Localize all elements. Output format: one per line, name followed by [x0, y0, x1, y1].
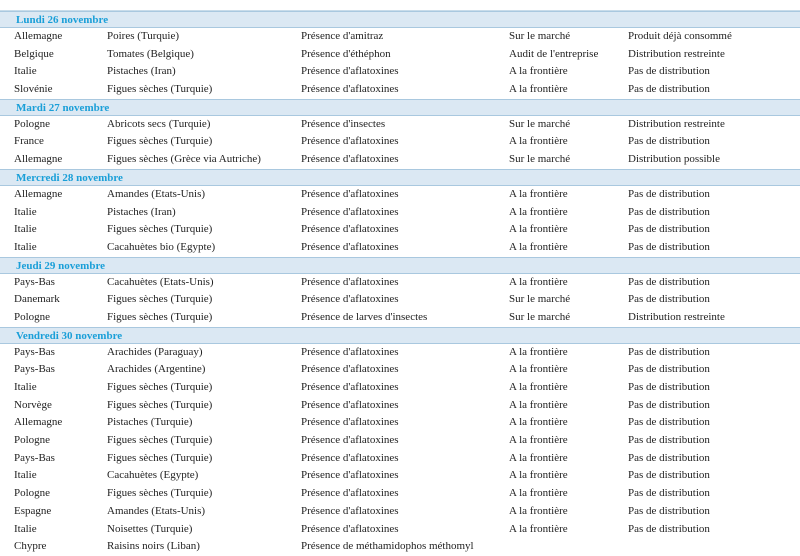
- cropped-header-strip: [0, 0, 800, 11]
- country-cell: Pologne: [14, 117, 51, 130]
- country-cell: Allemagne: [14, 30, 63, 42]
- product-cell: Figues sèches (Turquie): [107, 135, 213, 148]
- alerts-table: [0, 11, 800, 556]
- measure-cell: Pas de distribution: [628, 363, 710, 376]
- location-cell: A la frontière: [509, 469, 568, 482]
- issue-cell: Présence d'aflatoxines: [301, 363, 399, 376]
- country-cell: Danemark: [14, 293, 60, 306]
- measure-cell: Distribution restreinte: [628, 47, 725, 60]
- product-cell: Figues sèches (Turquie): [107, 310, 213, 323]
- issue-cell: Présence d'aflatoxines: [301, 345, 399, 358]
- measure-cell: Pas de distribution: [628, 345, 710, 358]
- issue-cell: Présence d'aflatoxines: [301, 65, 399, 78]
- product-cell: Figues sèches (Turquie): [107, 83, 213, 96]
- country-cell: Pologne: [14, 434, 51, 447]
- issue-cell: Présence d'aflatoxines: [301, 416, 399, 429]
- product-cell: Poires (Turquie): [107, 30, 180, 42]
- table-row: [0, 309, 800, 327]
- issue-cell: Présence d'aflatoxines: [301, 187, 399, 200]
- issue-cell: Présence d'aflatoxines: [301, 451, 399, 464]
- measure-cell: Distribution possible: [628, 153, 720, 166]
- day-header: Mercredi 28 novembre: [0, 169, 800, 186]
- product-cell: Pistaches (Turquie): [107, 416, 193, 429]
- measure-cell: Pas de distribution: [628, 434, 710, 447]
- location-cell: A la frontière: [509, 504, 568, 517]
- measure-cell: Pas de distribution: [628, 398, 710, 411]
- table-row: [0, 133, 800, 151]
- day-header: Lundi 26 novembre: [0, 11, 800, 28]
- table-row: [0, 28, 800, 46]
- product-cell: Figues sèches (Turquie): [107, 381, 213, 393]
- table-row: [0, 204, 800, 222]
- table-row: [0, 291, 800, 309]
- country-cell: Pologne: [14, 310, 51, 323]
- table-row: [0, 239, 800, 257]
- location-cell: A la frontière: [509, 381, 568, 393]
- location-cell: A la frontière: [509, 65, 568, 78]
- country-cell: Allemagne: [14, 187, 63, 200]
- product-cell: Noisettes (Turquie): [107, 522, 193, 535]
- measure-cell: Pas de distribution: [628, 416, 710, 429]
- table-row: [0, 221, 800, 239]
- country-cell: Italie: [14, 65, 37, 78]
- location-cell: A la frontière: [509, 83, 568, 96]
- location-cell: Sur le marché: [509, 293, 571, 306]
- table-row: [0, 467, 800, 485]
- product-cell: Figues sèches (Grèce via Autriche): [107, 153, 261, 166]
- location-cell: A la frontière: [509, 363, 568, 376]
- product-cell: Tomates (Belgique): [107, 47, 194, 60]
- measure-cell: Pas de distribution: [628, 381, 710, 393]
- measure-cell: Pas de distribution: [628, 469, 710, 482]
- location-cell: A la frontière: [509, 522, 568, 535]
- product-cell: Raisins noirs (Liban): [107, 540, 200, 553]
- table-row: [0, 485, 800, 503]
- measure-cell: Pas de distribution: [628, 223, 710, 236]
- issue-cell: Présence d'aflatoxines: [301, 522, 399, 535]
- issue-cell: Présence d'aflatoxines: [301, 293, 399, 306]
- table-row: [0, 151, 800, 169]
- table-row: [0, 46, 800, 64]
- issue-cell: Présence d'aflatoxines: [301, 240, 399, 253]
- day-header: Vendredi 30 novembre: [0, 327, 800, 344]
- location-cell: Sur le marché: [509, 117, 571, 130]
- table-row: [0, 432, 800, 450]
- table-row: [0, 521, 800, 539]
- measure-cell: Produit déjà consommé: [628, 30, 732, 42]
- measure-cell: Pas de distribution: [628, 522, 710, 535]
- product-cell: Cacahuètes (Etats-Unis): [107, 275, 214, 288]
- country-cell: Italie: [14, 469, 37, 482]
- issue-cell: Présence d'aflatoxines: [301, 469, 399, 482]
- measure-cell: Distribution restreinte: [628, 117, 725, 130]
- product-cell: Figues sèches (Turquie): [107, 451, 213, 464]
- issue-cell: Présence d'amitraz: [301, 30, 384, 42]
- measure-cell: Distribution restreinte: [628, 310, 725, 323]
- issue-cell: Présence d'aflatoxines: [301, 398, 399, 411]
- product-cell: Cacahuètes bio (Egypte): [107, 240, 216, 253]
- issue-cell: Présence d'aflatoxines: [301, 504, 399, 517]
- measure-cell: Pas de distribution: [628, 187, 710, 200]
- country-cell: Pays-Bas: [14, 345, 55, 358]
- product-cell: Amandes (Etats-Unis): [107, 187, 206, 200]
- measure-cell: Pas de distribution: [628, 83, 710, 96]
- measure-cell: Pas de distribution: [628, 135, 710, 148]
- issue-cell: Présence d'insectes: [301, 117, 386, 130]
- country-cell: Italie: [14, 240, 37, 253]
- table-row: [0, 397, 800, 415]
- measure-cell: Pas de distribution: [628, 65, 710, 78]
- product-cell: Figues sèches (Turquie): [107, 293, 213, 306]
- day-header: Mardi 27 novembre: [0, 99, 800, 116]
- location-cell: A la frontière: [509, 135, 568, 148]
- measure-cell: Pas de distribution: [628, 275, 710, 288]
- country-cell: Pays-Bas: [14, 451, 55, 464]
- table-row: [0, 344, 800, 362]
- measure-cell: Pas de distribution: [628, 504, 710, 517]
- country-cell: Italie: [14, 223, 37, 236]
- country-cell: Allemagne: [14, 153, 63, 166]
- table-row: [0, 538, 800, 556]
- issue-cell: Présence d'éthéphon: [301, 47, 391, 60]
- issue-cell: Présence d'aflatoxines: [301, 223, 399, 236]
- location-cell: Sur le marché: [509, 153, 571, 166]
- table-row: [0, 186, 800, 204]
- location-cell: A la frontière: [509, 398, 568, 411]
- issue-cell: Présence d'aflatoxines: [301, 381, 399, 393]
- table-row: [0, 414, 800, 432]
- product-cell: Pistaches (Iran): [107, 205, 176, 218]
- measure-cell: Pas de distribution: [628, 293, 710, 306]
- table-row: [0, 116, 800, 134]
- location-cell: Sur le marché: [509, 310, 571, 323]
- country-cell: France: [14, 135, 44, 148]
- measure-cell: Pas de distribution: [628, 451, 710, 464]
- country-cell: Norvège: [14, 398, 52, 411]
- location-cell: A la frontière: [509, 416, 568, 429]
- product-cell: Arachides (Argentine): [107, 363, 206, 376]
- country-cell: Allemagne: [14, 416, 63, 429]
- country-cell: Italie: [14, 522, 37, 535]
- table-row: [0, 81, 800, 99]
- product-cell: Figues sèches (Turquie): [107, 487, 213, 500]
- issue-cell: Présence de larves d'insectes: [301, 310, 428, 323]
- location-cell: A la frontière: [509, 205, 568, 218]
- table-row: [0, 274, 800, 292]
- product-cell: Abricots secs (Turquie): [107, 117, 211, 130]
- location-cell: A la frontière: [509, 345, 568, 358]
- issue-cell: Présence d'aflatoxines: [301, 487, 399, 500]
- country-cell: Italie: [14, 381, 37, 393]
- table-row: [0, 63, 800, 81]
- issue-cell: Présence d'aflatoxines: [301, 83, 399, 96]
- country-cell: Espagne: [14, 504, 52, 517]
- location-cell: Sur le marché: [509, 30, 571, 42]
- product-cell: Arachides (Paraguay): [107, 345, 203, 358]
- issue-cell: Présence d'aflatoxines: [301, 434, 399, 447]
- table-row: [0, 503, 800, 521]
- country-cell: Slovénie: [14, 83, 53, 96]
- country-cell: Pays-Bas: [14, 363, 55, 376]
- measure-cell: Pas de distribution: [628, 487, 710, 500]
- product-cell: Amandes (Etats-Unis): [107, 504, 206, 517]
- location-cell: A la frontière: [509, 187, 568, 200]
- location-cell: A la frontière: [509, 223, 568, 236]
- product-cell: Cacahuètes (Egypte): [107, 469, 199, 482]
- country-cell: Belgique: [14, 47, 54, 60]
- country-cell: Pays-Bas: [14, 275, 55, 288]
- table-row: [0, 379, 800, 397]
- table-row: [0, 450, 800, 468]
- country-cell: Pologne: [14, 487, 51, 500]
- measure-cell: Pas de distribution: [628, 205, 710, 218]
- location-cell: A la frontière: [509, 434, 568, 447]
- measure-cell: Pas de distribution: [628, 240, 710, 253]
- day-header: Jeudi 29 novembre: [0, 257, 800, 274]
- issue-cell: Présence d'aflatoxines: [301, 275, 399, 288]
- country-cell: Chypre: [14, 540, 47, 553]
- location-cell: A la frontière: [509, 275, 568, 288]
- issue-cell: Présence d'aflatoxines: [301, 153, 399, 166]
- issue-cell: Présence de méthamidophos méthomyl: [301, 540, 474, 553]
- issue-cell: Présence d'aflatoxines: [301, 135, 399, 148]
- product-cell: Pistaches (Iran): [107, 65, 176, 78]
- product-cell: Figues sèches (Turquie): [107, 398, 213, 411]
- product-cell: Figues sèches (Turquie): [107, 434, 213, 447]
- location-cell: A la frontière: [509, 487, 568, 500]
- country-cell: Italie: [14, 205, 37, 218]
- location-cell: Audit de l'entreprise: [509, 47, 599, 60]
- location-cell: A la frontière: [509, 240, 568, 253]
- table-row: [0, 361, 800, 379]
- location-cell: A la frontière: [509, 451, 568, 464]
- issue-cell: Présence d'aflatoxines: [301, 205, 399, 218]
- product-cell: Figues sèches (Turquie): [107, 223, 213, 236]
